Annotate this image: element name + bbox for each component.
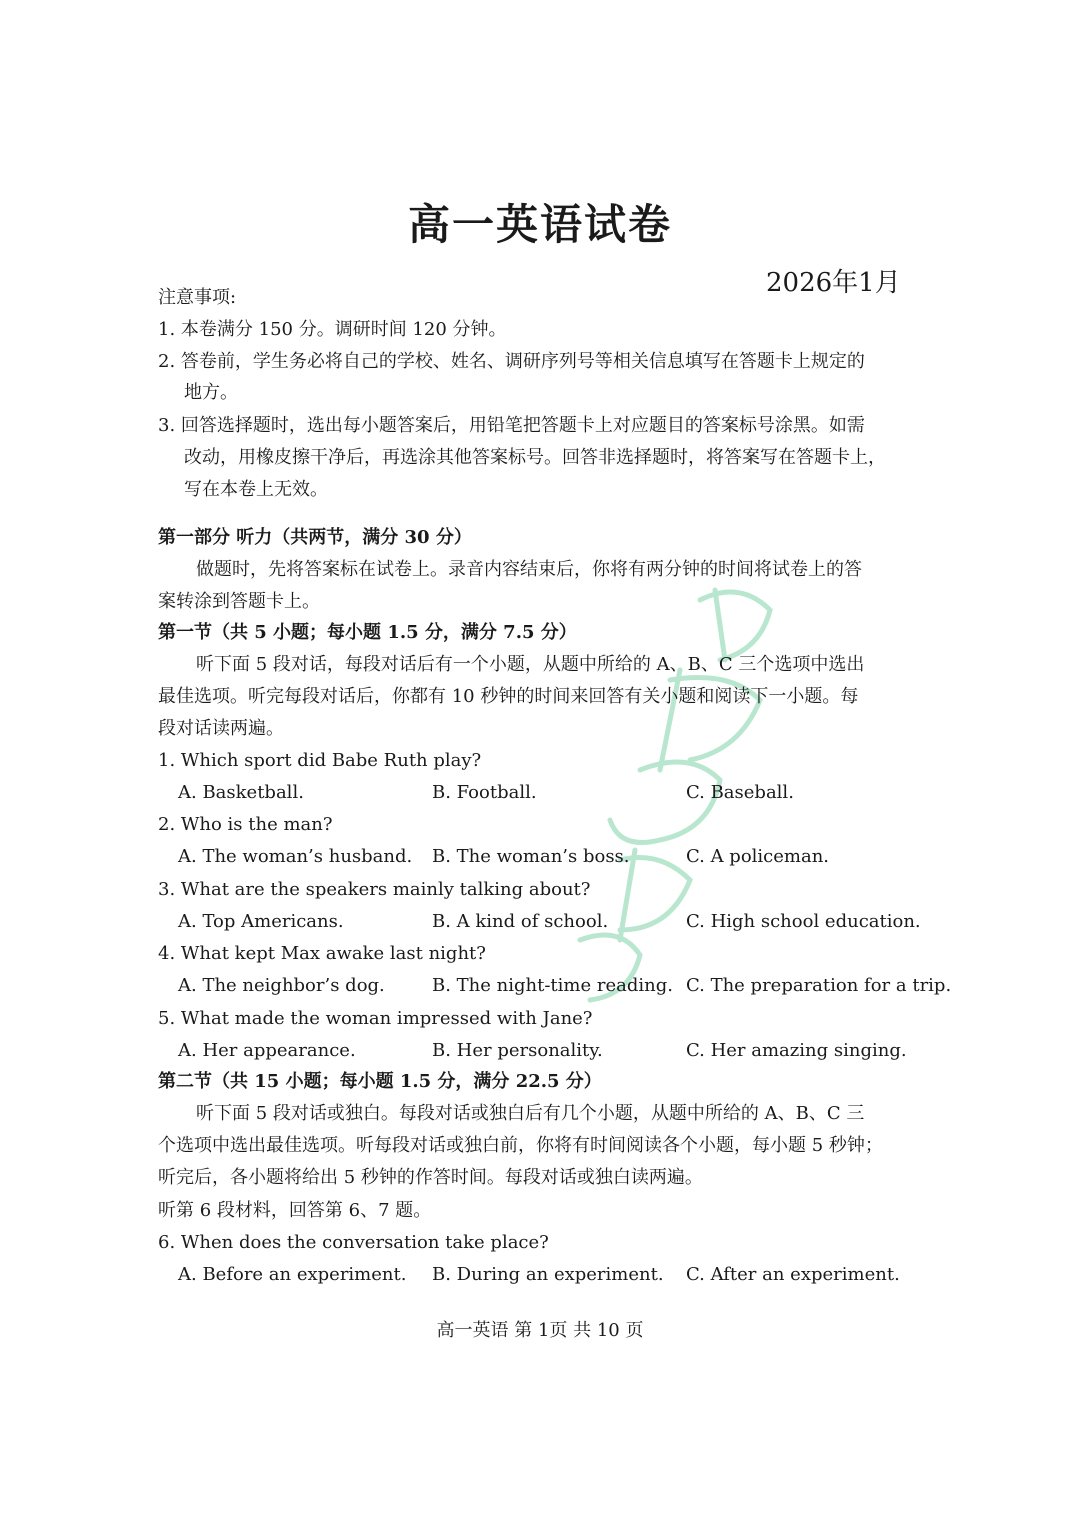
q6-option-c: C. After an experiment.	[686, 1264, 900, 1285]
page-title: 高一英语试卷	[407, 200, 672, 249]
q6-option-b: B. During an experiment.	[432, 1264, 664, 1285]
notice-item-2: 2. 答卷前，学生务必将自己的学校、姓名、调研序列号等相关信息填写在答题卡上规定的	[158, 351, 865, 372]
q5-option-b: B. Her personality.	[432, 1040, 603, 1061]
question-3: 3. What are the speakers mainly talking about?	[158, 879, 591, 900]
part1-intro-cont: 案转涂到答题卡上。	[158, 591, 320, 612]
section2-intro-cont: 个选项中选出最佳选项。听每段对话或独白前，你将有时间阅读各个小题，每小题 5 秒钟；	[158, 1135, 883, 1156]
q2-option-c: C. A policeman.	[686, 846, 830, 867]
q3-option-a: A. Top Americans.	[178, 911, 344, 932]
q5-option-a: A. Her appearance.	[178, 1040, 356, 1061]
q1-option-c: C. Baseball.	[686, 782, 794, 803]
q2-option-b: B. The woman’s boss.	[432, 846, 630, 867]
q4-option-b: B. The night-time reading.	[432, 975, 673, 996]
notice-item-3: 3. 回答选择题时，选出每小题答案后，用铅笔把答题卡上对应题目的答案标号涂黑。如需	[158, 415, 865, 436]
q6-option-a: A. Before an experiment.	[178, 1264, 407, 1285]
q1-option-b: B. Football.	[432, 782, 537, 803]
section2-intro-cont2: 听完后，各小题将给出 5 秒钟的作答时间。每段对话或独白读两遍。	[158, 1167, 703, 1188]
notice-heading: 注意事项:	[158, 287, 237, 308]
section1-intro-cont2: 段对话读两遍。	[158, 718, 284, 739]
q4-option-c: C. The preparation for a trip.	[686, 975, 952, 996]
notice-item-1: 1. 本卷满分 150 分。调研时间 120 分钟。	[158, 319, 507, 340]
part1-heading: 第一部分 听力（共两节，满分 30 分）	[158, 527, 472, 548]
notice-item-2-cont: 地方。	[184, 382, 238, 403]
notice-item-3-cont2: 写在本卷上无效。	[184, 479, 328, 500]
q5-option-c: C. Her amazing singing.	[686, 1040, 907, 1061]
exam-date: 2026年1月	[766, 268, 901, 298]
question-5: 5. What made the woman impressed with Jane?	[158, 1008, 593, 1029]
question-6: 6. When does the conversation take place?	[158, 1232, 549, 1253]
material-6-instruction: 听第 6 段材料，回答第 6、7 题。	[158, 1200, 432, 1221]
question-1: 1. Which sport did Babe Ruth play?	[158, 750, 482, 771]
section2-intro: 听下面 5 段对话或独白。每段对话或独白后有几个小题，从题中所给的 A、B、C 三	[196, 1103, 865, 1124]
section1-intro-cont: 最佳选项。听完每段对话后，你都有 10 秒钟的时间来回答有关小题和阅读下一小题。每	[158, 686, 859, 707]
section1-intro: 听下面 5 段对话，每段对话后有一个小题，从题中所给的 A、B、C 三个选项中选出	[196, 654, 865, 675]
section1-heading: 第一节（共 5 小题；每小题 1.5 分，满分 7.5 分）	[158, 622, 577, 643]
q3-option-b: B. A kind of school.	[432, 911, 609, 932]
page-footer: 高一英语 第 1页 共 10 页	[436, 1320, 644, 1341]
notice-item-3-cont: 改动，用橡皮擦干净后，再选涂其他答案标号。回答非选择题时，将答案写在答题卡上，	[184, 447, 886, 468]
q3-option-c: C. High school education.	[686, 911, 921, 932]
part1-intro: 做题时，先将答案标在试卷上。录音内容结束后，你将有两分钟的时间将试卷上的答	[196, 559, 862, 580]
section2-heading: 第二节（共 15 小题；每小题 1.5 分，满分 22.5 分）	[158, 1071, 602, 1092]
question-2: 2. Who is the man?	[158, 814, 333, 835]
q1-option-a: A. Basketball.	[178, 782, 304, 803]
q2-option-a: A. The woman’s husband.	[178, 846, 413, 867]
q4-option-a: A. The neighbor’s dog.	[178, 975, 385, 996]
question-4: 4. What kept Max awake last night?	[158, 943, 486, 964]
